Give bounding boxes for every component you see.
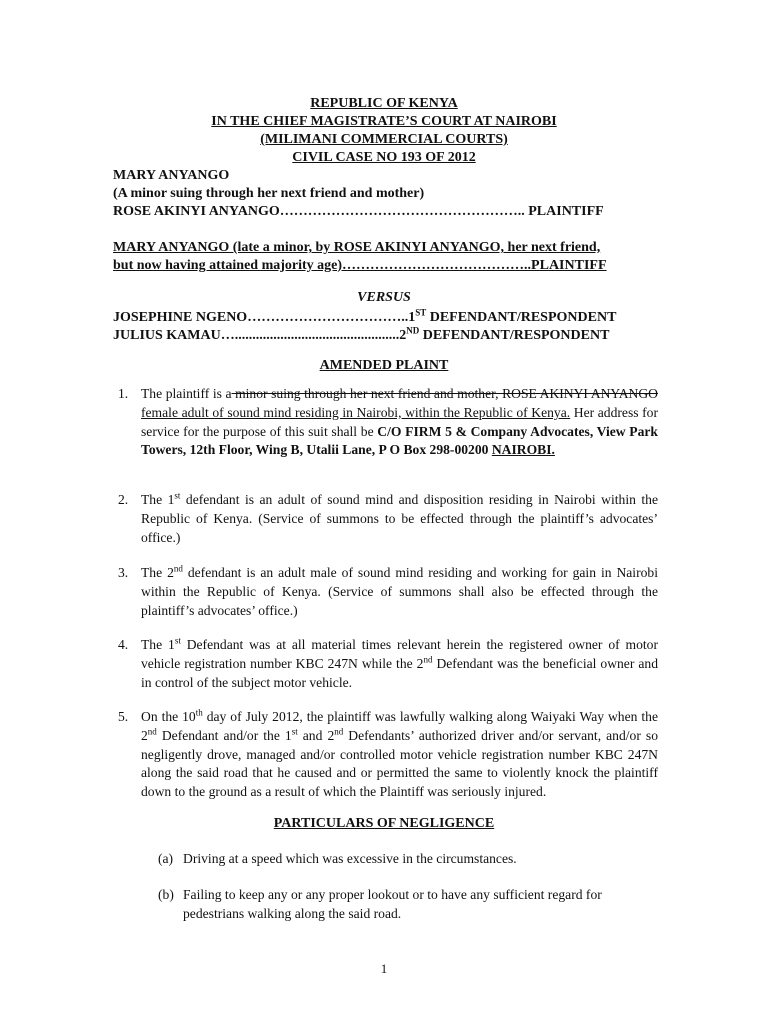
paragraph-3-number: 3. [118, 565, 129, 580]
p3-sup: nd [173, 563, 183, 574]
negligence-item-b-text: Failing to keep any or any proper lookout or to have any sufficient regard for pedestrians walking along the said road. [183, 887, 602, 921]
defendant-2-name: JULIUS KAMAU…...............................................2 [113, 328, 407, 343]
party-amended-line2: but now having attained majority age)…………………………………..PLAINTIFF [113, 258, 607, 273]
p4-text-a: The 1 [141, 637, 175, 652]
p5-sup2: nd [147, 726, 157, 737]
paragraph-1-number: 1. [118, 386, 129, 401]
defendant-1 [113, 307, 617, 326]
negligence-item-b [158, 886, 656, 924]
defendant-2 [113, 325, 610, 344]
paragraph-2 [118, 491, 658, 547]
p1-inserted-text: female adult of sound mind residing in Nairobi, within the Republic of Kenya. [141, 404, 571, 420]
header-case-number: CIVIL CASE NO 193 OF 2012 [292, 150, 476, 165]
paragraph-4 [118, 636, 658, 692]
negligence-heading: PARTICULARS OF NEGLIGENCE [273, 816, 495, 831]
party-rose-name: ROSE AKINYI ANYANGO…………………………………………….. [113, 204, 525, 219]
paragraph-4-body [141, 636, 658, 692]
defendant-1-sup: ST [415, 307, 427, 318]
p5-text-d: and 2 [297, 727, 335, 743]
paragraph-2-number: 2. [118, 492, 129, 507]
defendant-2-role: DEFENDANT/RESPONDENT [419, 328, 610, 343]
p5-sup1: th [195, 707, 203, 718]
defendant-1-name: JOSEPHINE NGENO……………………………..1 [113, 310, 416, 325]
p5-text-c: Defendant and/or the 1 [156, 727, 292, 743]
p5-text-a: On the 10 [141, 709, 196, 724]
p1-text-b: Her address for service for the purpose of this suit shall be [141, 404, 658, 439]
defendant-1-role: DEFENDANT/RESPONDENT [426, 310, 617, 325]
p4-sup2: nd [423, 654, 433, 665]
p1-address: C/O FIRM 5 & Company Advocates, View Park Towers, 12th Floor, Wing B, Utalii Lane, P O Box 298-00200 [141, 423, 658, 458]
negligence-item-b-number: (b) [158, 887, 174, 902]
header-court: IN THE CHIEF MAGISTRATE’S COURT AT NAIROBI [211, 114, 557, 129]
party-rose [113, 204, 604, 220]
header-division: (MILIMANI COMMERCIAL COURTS) [260, 132, 508, 147]
paragraph-2-body [141, 491, 658, 547]
p4-text-b: Defendant was at all material times relevant herein the registered owner of motor vehicle registration number KBC 247N while the 2 [141, 637, 658, 671]
document-title: AMENDED PLAINT [319, 358, 449, 373]
page-number: 1 [380, 961, 388, 976]
paragraph-5 [118, 708, 658, 802]
negligence-item-a [158, 850, 656, 869]
p3-text-a: The 2 [141, 565, 174, 580]
defendant-2-sup: ND [406, 325, 420, 336]
paragraph-3-body [141, 564, 658, 620]
p3-text-b: defendant is an adult male of sound mind residing and working for gain in Nairobi within the Republic of Kenya. (Service of summons shall also be effected through the plaintiff’s advocates’ office.) [141, 565, 658, 618]
p1-text-a: The plaintiff is a [141, 386, 232, 401]
paragraph-5-body [141, 708, 658, 802]
party-mary: MARY ANYANGO [113, 168, 230, 183]
party-amended-line1: MARY ANYANGO (late a minor, by ROSE AKINYI ANYANGO, her next friend, [113, 240, 601, 255]
paragraph-4-number: 4. [118, 637, 129, 652]
party-rose-role: PLAINTIFF [524, 204, 604, 219]
p4-sup1: st [174, 635, 181, 646]
paragraph-1-body [141, 385, 658, 460]
p5-text-b: day of July 2012, the plaintiff was lawfully walking along Waiyaki Way when the 2 [141, 709, 658, 743]
paragraph-1 [118, 385, 658, 460]
paragraph-3 [118, 564, 658, 620]
p5-text-e: Defendants’ authorized driver and/or servant, and/or so negligently drove, managed and/or controlled motor vehicle registration number KBC 247N along the said road that he caused and or permitted the same to violently knock the plaintiff down to the ground as a result of which the Plaintiff was seriously injured. [141, 727, 658, 800]
p5-sup3: st [291, 726, 298, 737]
p2-text-a: The 1 [141, 492, 175, 507]
versus-label: VERSUS [357, 290, 411, 305]
negligence-item-a-number: (a) [158, 851, 174, 866]
p5-sup4: nd [334, 726, 344, 737]
p4-text-c: Defendant was the beneficial owner and in control of the subject motor vehicle. [141, 655, 659, 690]
p2-sup: st [174, 490, 181, 501]
paragraph-5-number: 5. [118, 709, 129, 724]
p1-city: NAIROBI. [491, 442, 555, 458]
p1-struck-text: minor suing through her next friend and mother, ROSE AKINYI ANYANGO [231, 386, 658, 401]
p2-text-b: defendant is an adult of sound mind and disposition residing in Nairobi within the Republic of Kenya. (Service of summons to be effected through the plaintiff’s advocates’ office.) [141, 492, 658, 545]
header-republic: REPUBLIC OF KENYA [310, 96, 458, 111]
negligence-item-a-text: Driving at a speed which was excessive in the circumstances. [183, 851, 517, 866]
party-minor-note: (A minor suing through her next friend and mother) [113, 186, 425, 201]
